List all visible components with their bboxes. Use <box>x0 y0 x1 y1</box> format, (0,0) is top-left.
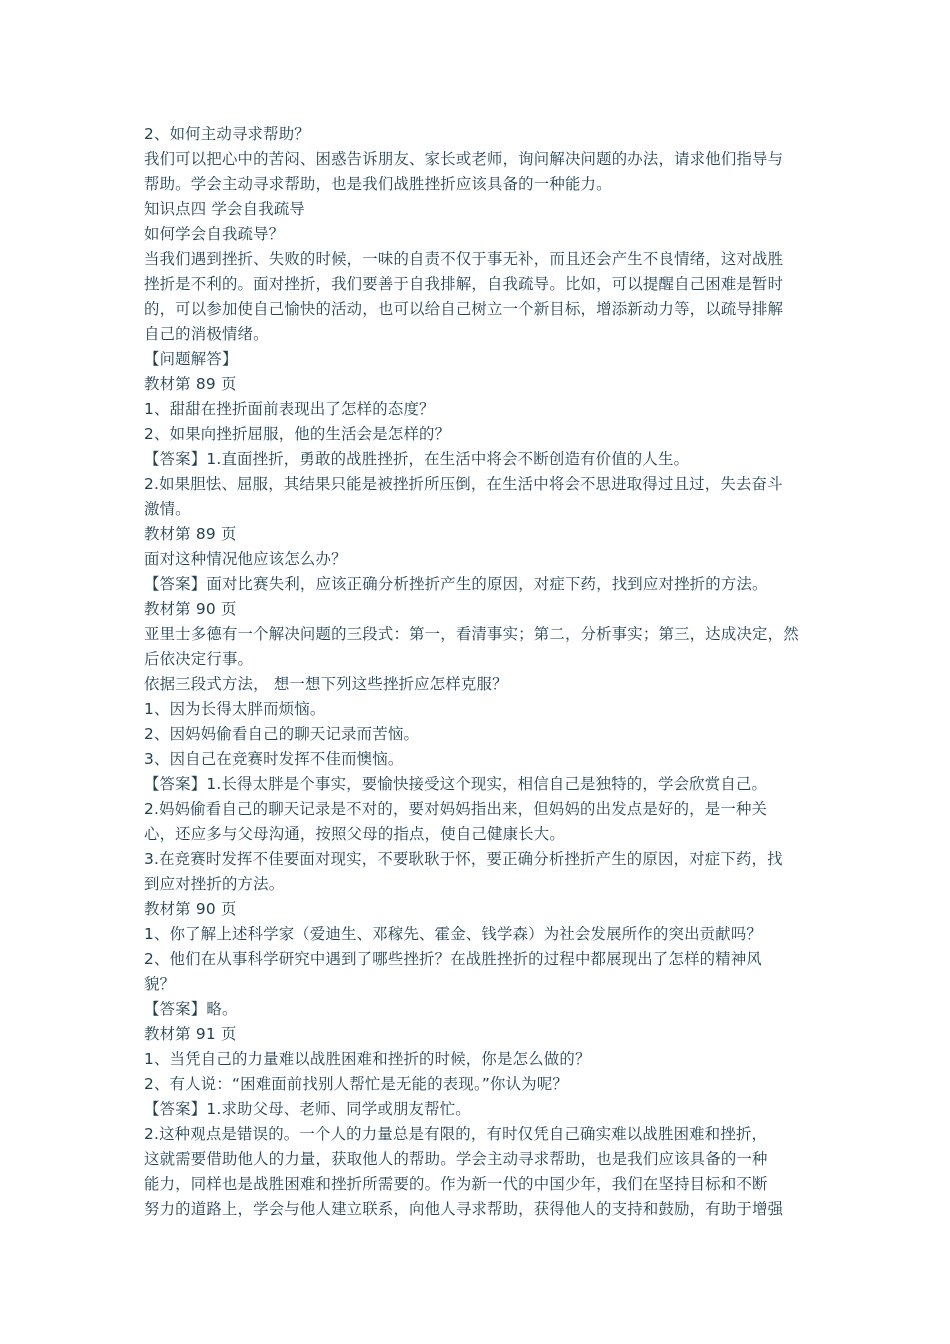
text-line: 当我们遇到挫折、失败的时候，一味的自责不仅于事无补，而且还会产生不良情绪，这对战胜 <box>144 250 784 268</box>
text-line: 2、他们在从事科学研究中遇到了哪些挫折？在战胜挫折的过程中都展现出了怎样的精神风 <box>144 950 763 968</box>
text-line: 貌？ <box>144 975 176 993</box>
text-line: 依据三段式方法， 想一想下列这些挫折应怎样克服？ <box>144 675 508 693</box>
text-line: 这就需要借助他人的力量，获取他人的帮助。学会主动寻求帮助，也是我们应该具备的一种 <box>144 1150 768 1168</box>
text-line: 2.妈妈偷看自己的聊天记录是不对的，要对妈妈指出来，但妈妈的出发点是好的，是一种关 <box>144 800 768 818</box>
text-line: 教材第 90 页 <box>144 600 237 618</box>
text-line: 2、如果向挫折屈服，他的生活会是怎样的？ <box>144 425 451 443</box>
text-line: 【答案】1.长得太胖是个事实，要愉快接受这个现实，相信自己是独特的，学会欣赏自己。 <box>144 775 768 793</box>
text-line: 我们可以把心中的苦闷、困惑告诉朋友、家长或老师，询问解决问题的办法，请求他们指导与 <box>144 150 784 168</box>
text-line: 亚里士多德有一个解决问题的三段式：第一，看清事实；第二，分析事实；第三，达成决定，然 <box>144 625 799 643</box>
text-line: 帮助。学会主动寻求帮助，也是我们战胜挫折应该具备的一种能力。 <box>144 175 612 193</box>
text-line: 1、你了解上述科学家（爱迪生、邓稼先、霍金、钱学森）为社会发展所作的突出贡献吗？ <box>144 925 763 943</box>
text-line: 教材第 90 页 <box>144 900 237 918</box>
text-line: 努力的道路上，学会与他人建立联系，向他人寻求帮助，获得他人的支持和鼓励，有助于增强 <box>144 1200 784 1218</box>
text-line: 【答案】1.求助父母、老师、同学或朋友帮忙。 <box>144 1100 471 1118</box>
text-line: 能力，同样也是战胜困难和挫折所需要的。作为新一代的中国少年，我们在坚持目标和不断 <box>144 1175 768 1193</box>
text-line: 2、有人说：“困难面前找别人帮忙是无能的表现。”你认为呢？ <box>144 1075 568 1093</box>
text-line: 2、因妈妈偷看自己的聊天记录而苦恼。 <box>144 725 420 743</box>
text-line: 教材第 89 页 <box>144 375 237 393</box>
text-line: 的，可以参加使自己愉快的活动，也可以给自己树立一个新目标，增添新动力等，以疏导排解 <box>144 300 784 318</box>
text-line: 2.如果胆怯、屈服，其结果只能是被挫折所压倒，在生活中将会不思进取得过且过，失去奋斗 <box>144 475 783 493</box>
text-line: 2、如何主动寻求帮助？ <box>144 125 310 143</box>
document-body <box>144 122 812 1222</box>
text-line: 1、因为长得太胖而烦恼。 <box>144 700 326 718</box>
text-line: 到应对挫折的方法。 <box>144 875 285 893</box>
text-line: 【答案】1.直面挫折，勇敢的战胜挫折，在生活中将会不断创造有价值的人生。 <box>144 450 690 468</box>
text-line: 心，还应多与父母沟通，按照父母的指点，使自己健康长大。 <box>144 825 565 843</box>
text-line: 如何学会自我疏导？ <box>144 225 285 243</box>
text-line: 1、当凭自己的力量难以战胜困难和挫折的时候，你是怎么做的？ <box>144 1050 591 1068</box>
text-line: 3.在竞赛时发挥不佳要面对现实，不要耿耿于怀，要正确分析挫折产生的原因，对症下药，找 <box>144 850 783 868</box>
text-line: 自己的消极情绪。 <box>144 325 269 343</box>
text-line: 后依决定行事。 <box>144 650 254 668</box>
text-line: 面对这种情况他应该怎么办？ <box>144 550 347 568</box>
text-line: 知识点四 学会自我疏导 <box>144 200 305 218</box>
text-line: 挫折是不利的。面对挫折，我们要善于自我排解，自我疏导。比如，可以提醒自己困难是暂时 <box>144 275 784 293</box>
text-line: 【问题解答】 <box>144 350 238 368</box>
text-line: 激情。 <box>144 500 191 518</box>
text-line: 教材第 91 页 <box>144 1025 237 1043</box>
text-line: 3、因自己在竞赛时发挥不佳而懊恼。 <box>144 750 404 768</box>
text-line: 2.这种观点是错误的。一个人的力量总是有限的，有时仅凭自己确实难以战胜困难和挫折， <box>144 1125 768 1143</box>
text-line: 1、甜甜在挫折面前表现出了怎样的态度？ <box>144 400 435 418</box>
text-line: 【答案】略。 <box>144 1000 238 1018</box>
text-line: 教材第 89 页 <box>144 525 237 543</box>
text-line: 【答案】面对比赛失利，应该正确分析挫折产生的原因，对症下药，找到应对挫折的方法。 <box>144 575 768 593</box>
